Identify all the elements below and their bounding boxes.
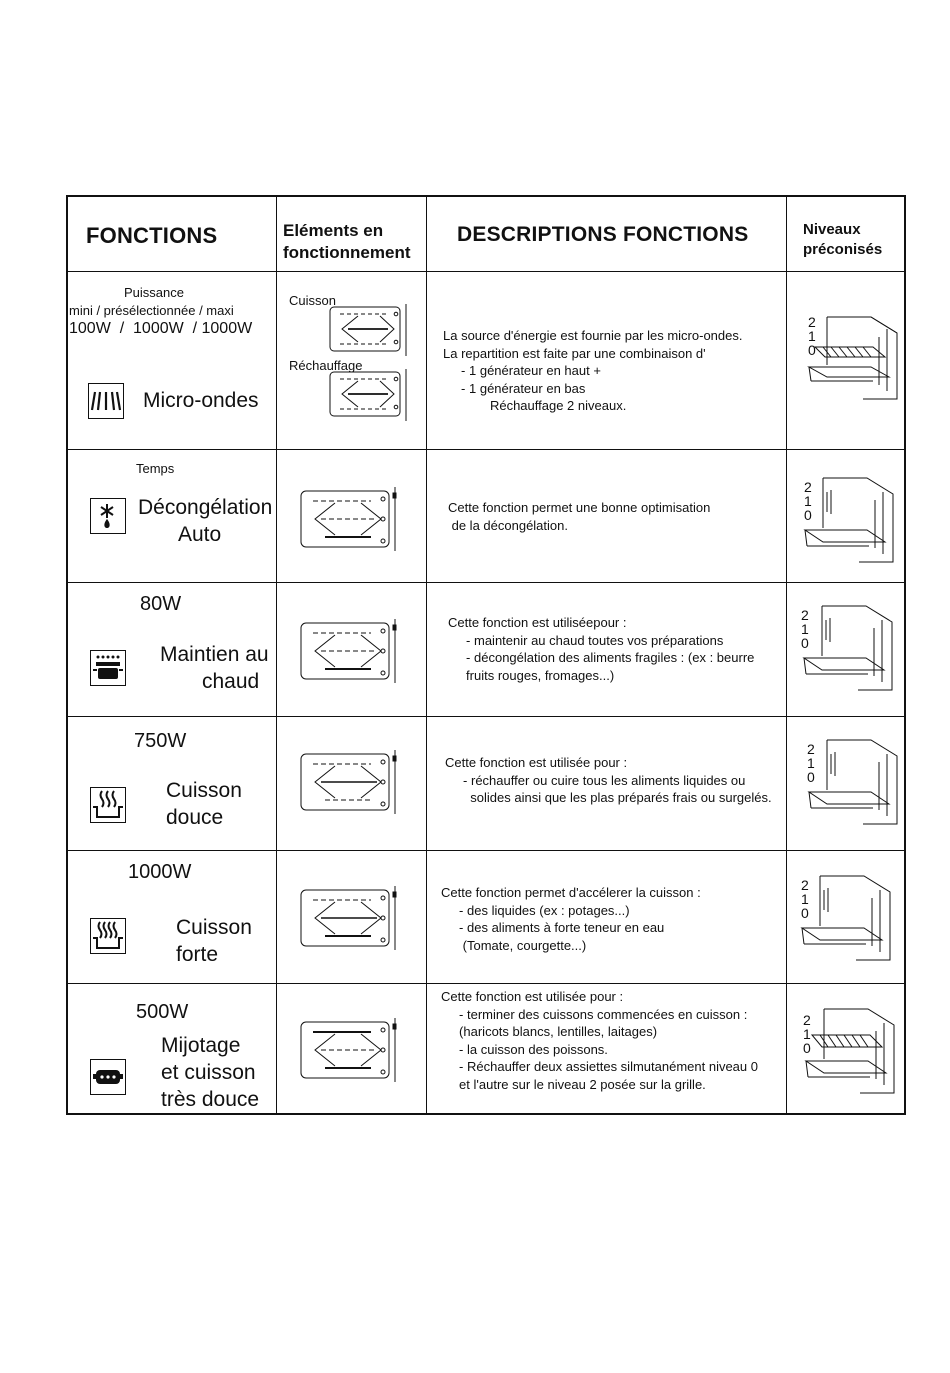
level-2: 2 [808, 314, 816, 330]
level-1: 1 [801, 891, 809, 907]
function-name-line2: chaud [202, 670, 260, 693]
column-divider [276, 197, 277, 1113]
oven-levels-diagram [801, 307, 901, 407]
header-elements [283, 220, 411, 264]
function-name: Cuisson [176, 916, 252, 939]
function-name: Micro-ondes [143, 389, 259, 412]
oven-elements-diagram [299, 619, 399, 683]
function-description: Cette fonction est utilisée pour : - réchauffer ou cuire tous les aliments liquides ou solides ainsi que les plas préparés frais ou surgelés. [445, 755, 772, 805]
row-caption: Temps [136, 461, 175, 476]
level-0: 0 [804, 507, 812, 523]
function-description: Cette fonction permet d'accélerer la cuisson : - des liquides (ex : potages...) - des aliments à forte teneur en eau (Tomate, courgette...) [441, 885, 701, 953]
level-2: 2 [801, 607, 809, 623]
header-niveaux [803, 220, 882, 260]
pot-steam-icon [90, 787, 126, 823]
oven-elements-diagram [299, 750, 399, 814]
oven-elements-diagram [328, 369, 410, 425]
oven-elements-diagram [299, 1018, 399, 1082]
row-divider [68, 271, 904, 272]
function-name: Mijotage [161, 1034, 241, 1057]
function-name: Décongélation [138, 496, 273, 519]
oven-elements-diagram [299, 886, 399, 950]
row-caption-range: mini / présélectionnée / maxi [69, 303, 234, 318]
pot-dots-icon [90, 650, 126, 686]
functions-table [66, 195, 906, 1115]
oven-levels-diagram [797, 472, 897, 572]
column-divider [426, 197, 427, 1113]
function-name-line2: et cuisson [161, 1061, 256, 1084]
element-label-cuisson: Cuisson [289, 293, 336, 308]
row-divider [68, 716, 904, 717]
column-divider [786, 197, 787, 1113]
function-description: La source d'énergie est fournie par les micro-ondes. La repartition est faite par une combinaison d' - 1 générateur en haut + - 1 générateur en bas Réchauffage 2 niveaux. [443, 328, 743, 413]
power-value: 80W [140, 593, 182, 615]
microwave-waves-icon [88, 383, 124, 419]
level-2: 2 [804, 479, 812, 495]
oven-levels-diagram [796, 600, 896, 700]
header-fonctions: FONCTIONS [86, 223, 218, 248]
header-niveaux-line1: Niveaux [803, 221, 861, 238]
header-descriptions: DESCRIPTIONS FONCTIONS [457, 223, 749, 246]
level-1: 1 [801, 621, 809, 637]
function-description: Cette fonction est utiliséepour : - maintenir au chaud toutes vos préparations - décongélation des aliments fragiles : (ex : beurre fruits rouges, fromages...) [448, 615, 755, 683]
level-0: 0 [801, 905, 809, 921]
level-1: 1 [804, 493, 812, 509]
level-2: 2 [803, 1012, 811, 1028]
level-1: 1 [808, 328, 816, 344]
level-2: 2 [801, 877, 809, 893]
function-name-line3: très douce [161, 1088, 260, 1111]
level-2: 2 [807, 741, 815, 757]
level-0: 0 [803, 1040, 811, 1056]
oven-elements-diagram [328, 304, 410, 360]
level-1: 1 [803, 1026, 811, 1042]
level-1: 1 [807, 755, 815, 771]
function-name: Cuisson [166, 779, 242, 802]
snowflake-drop-icon [90, 498, 126, 534]
function-name-line2: douce [166, 806, 224, 829]
header-niveaux-line2: préconisés [803, 241, 883, 258]
row-divider [68, 850, 904, 851]
power-value: 750W [134, 730, 187, 752]
power-value: 1000W [128, 861, 192, 883]
row-divider [68, 983, 904, 984]
function-description: Cette fonction est utilisée pour : - terminer des cuissons commencées en cuisson : (haricots blancs, lentilles, laitages) - la cuisson des poissons. - Réchauffer deux assiettes silmutanément niveau 0 et l'autre sur le niveau 2 posée sur la grille. [441, 989, 758, 1092]
function-name-line2: Auto [178, 523, 222, 546]
pot-strong-steam-icon [90, 918, 126, 954]
oven-levels-diagram [801, 734, 901, 834]
row-divider [68, 449, 904, 450]
function-name-line2: forte [176, 943, 219, 966]
casserole-icon [90, 1059, 126, 1095]
oven-levels-diagram [794, 870, 894, 970]
element-label-rechauffage: Réchauffage [289, 358, 363, 373]
function-name: Maintien au [160, 643, 269, 666]
oven-levels-diagram [798, 1003, 898, 1103]
header-elements-line1: Eléments en [283, 221, 384, 240]
header-elements-line2: fonctionnement [283, 243, 411, 262]
row-divider [68, 582, 904, 583]
function-description: Cette fonction permet une bonne optimisation de la décongélation. [448, 500, 711, 533]
oven-elements-diagram [299, 487, 399, 551]
level-0: 0 [807, 769, 815, 785]
power-values: 100W / 1000W / 1000W [69, 320, 253, 337]
row-caption: Puissance [124, 285, 184, 300]
power-value: 500W [136, 1001, 189, 1023]
level-0: 0 [808, 342, 816, 358]
level-0: 0 [801, 635, 809, 651]
